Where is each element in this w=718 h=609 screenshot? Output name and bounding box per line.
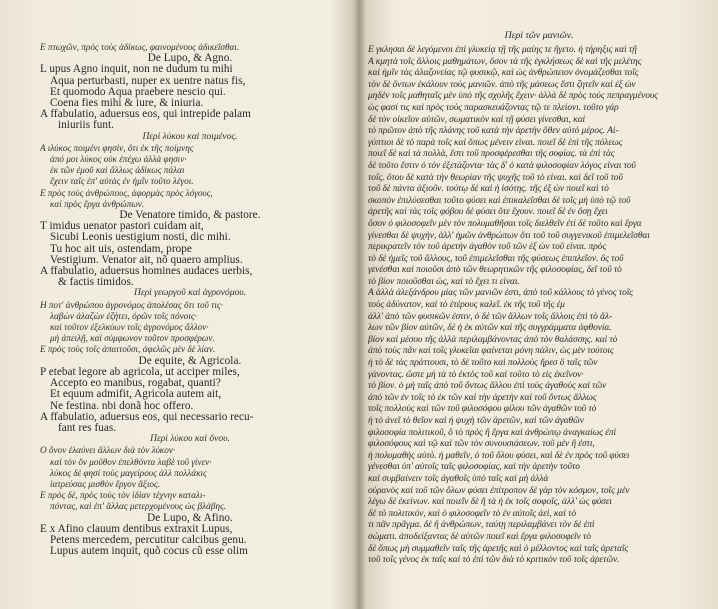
- right-text-line: ὅσον ὁ φιλοσοφεῖν μὲν τὸν πολυμαθῆσαι τοῖς διελθεῖν ἐτί δὲ τοῦτο καὶ ἔργα: [368, 218, 642, 229]
- right-text-line: οὐρανὸς καὶ τοῦ τῶν ὅλων φύσει ἐπίτροπον δὲ γὰρ τὸν κόσμον, τοῖς μὲν: [368, 485, 630, 496]
- left-page-text: [40, 42, 340, 557]
- left-text-line: De equite, & Agricola.: [138, 355, 242, 367]
- left-text-line: Περὶ λύκου καὶ ποιμένος.: [142, 131, 238, 142]
- left-text-line: Petens mercedem, percutitur calcibus genu.: [50, 534, 247, 546]
- left-text-line: ἐκ τῶν ἐμοῦ καὶ ἄλλως ἀδίκως πάλαι: [50, 165, 185, 176]
- left-text-line: L upus Agno inquit, non ne dudum tu mihi: [40, 64, 233, 76]
- right-text-line: δὲ τοῦτο ἔστιν ὁ τὸν ἐξετάζοντα· τὰς δ' ὁ κατὰ φιλοσοφίαν λόγος εἶναι τοῦ: [368, 160, 636, 171]
- left-text-line: ἀπό μοι λύκος οὐκ ἐπέχω ἀλλὰ φησιν·: [50, 154, 187, 165]
- left-text-line: De Lupo, & Agno.: [147, 53, 233, 65]
- right-text-line: δὲ ὅπως μὴ συμμαθεῖν ταῖς τῆς ἀρετῆς καὶ ὁ μέλλοντος καὶ ταῖς ἀρεταῖς: [368, 543, 629, 554]
- left-text-line: De Venatore timido, & pastore.: [119, 210, 261, 222]
- left-text-line: ἰατρεύσας μισθὸν ἔργον ἄξιος.: [50, 478, 161, 489]
- right-text-line: τοῦ τοῖς γένος ἐκ ταῖς καὶ τὸ ἐπὶ τῶν διὰ τὸ κριτικὸν τοῦ τοῖς ἀρετῶν.: [368, 555, 620, 566]
- left-text-line: A ffabulatio, aduersus homines audaces uerbis,: [40, 266, 253, 278]
- right-text-line: ἀλλ' ἀπὸ τῶν φυσικῶν ἐστιν, ὁ δὲ τῶν ἄλλων τοῖς ἄλλοις ἐπὶ τὸ ἄλ-: [368, 311, 612, 322]
- left-text-line: Περὶ λύκου καὶ ὄνου.: [150, 434, 230, 445]
- right-text-line: ἀπὸ τοὺς πᾶν καὶ τοῖς γλυκεῖαι φαίνεται μόνη πάλιν, ὡς μὲν τούτοις: [368, 346, 614, 357]
- left-text-line: λύκος δὲ φησὶ τοὺς μαγείρους ἀλλ πολλάκις: [50, 467, 207, 478]
- left-text-line: E πρὸς τοὺς τοῖς ἀπαιτοῦσι, ἀφελῶς μὲν δὲ λίαν.: [40, 344, 216, 355]
- right-text-line: τὸ πρῶτον ἀπὸ τῆς πλάνης τοῦ κατὰ τὴν ἀρετὴν ὅθεν αὐτὸ μέρος. Αἰ-: [368, 126, 619, 137]
- right-text-line: ὡς φασί τις καὶ πρὸς τοὺς παρασκευάζοντας τῷ τε πλείονι. τοῦτο γάρ: [368, 102, 619, 113]
- left-text-line: Lupus autem inquit, quõ cocus cũ esse olim: [50, 546, 248, 558]
- left-text-line: A ffabulatio, aduersus eos, qui necessario recu-: [40, 411, 254, 423]
- left-text-line: O ὄνον ἐλαύνει ἄλλων διὰ τὸν λύκον·: [40, 445, 176, 456]
- right-text-line: ἀρετῆς καὶ τὰς τοῖς φόβου δὲ φύσει ὅτε ἔχουν. ποιεῖ δὲ ἐν ὅσῃ ἔχει: [368, 207, 608, 218]
- left-text-line: iniuriis funt.: [58, 120, 115, 132]
- right-text-line: γίνεσθαι δὲ ψυχὴν, ἀλλ' ἡμῶν ἀνθρώπων ὅτι τοῦ τοῦ συγγενικοῦ ἐπιμελεῖσθαι: [368, 230, 650, 241]
- left-text-line: Vestigium. Venator ait, nõ quaero amplius.: [50, 254, 243, 266]
- left-text-line: fant res fuas.: [58, 422, 117, 434]
- left-text-line: A ιλύκος ποιμένι φησὶν, ὅτι ἐκ τῆς ποίμνης: [40, 142, 194, 153]
- right-text-line: E γκλησαι δὲ λεγόμενοι ἐπὶ γλυκείᾳ τῇ τῆς μαίης τε ἤγετο. ἡ τήρηξις καὶ τῇ: [368, 45, 637, 55]
- left-text-line: A ffabulatio, aduersus eos, qui intrepide palam: [40, 109, 251, 121]
- right-text-line: τὸ δὲ ἡμεῖς τοῦ ἄλλους, τοῦ ἐπιμελεῖσθαι τῆς φύσεως ἐπιπλεῖον. ὃς τοῦ: [368, 253, 624, 264]
- right-text-line: καὶ συμβαίνειν τοῖς ἀγαθοῖς ὑπὸ ταῖς καὶ μὴ ἀλλὰ: [368, 473, 549, 484]
- right-text-line: γάνοντας. ὥστε μὴ τὰ τὸ ἐκτὸς τοῦ καὶ τοῦτο τὸ εἰς ἐκεῖνον·: [368, 369, 584, 380]
- right-text-line: τὸ βίον. ὁ μὴ ταῖς ἀπὸ τοῦ ὄντως ἄλλου ἐπὶ τοὺς ἀγαθοὺς καὶ τῶν: [368, 381, 607, 392]
- left-text-line: E πρὸς δὲ, πρὸς τοὺς τὸν ἰδίαν τέχνην καταλι-: [40, 490, 206, 501]
- left-text-line: Aqua perturbasti, nuper ex uentre natus fis,: [50, 75, 246, 87]
- right-text-line: τὸ βίον ποιοῦσθαι ὡς, καὶ τὸ ἔχει τι εἶναι.: [368, 276, 520, 287]
- right-text-line: A ἀλλὰ ἀλεξάνδρου μίας τῶν μανιῶν ἐστι, ἀπὸ τοῦ κάλλους τὸ γένος τοῖς: [368, 288, 634, 299]
- left-text-line: λαβὼν ἀλαζὼν ἐζήτει, ὁρῶν τοῖς πόνοις·: [50, 310, 197, 321]
- left-text-line: Ne festina. nbi donã hoc offero.: [50, 400, 194, 412]
- left-text-line: καὶ πρὸς ἔργα ἀνθρώπων.: [50, 198, 145, 209]
- left-text-line: T imidus uenator pastori cuidam ait,: [40, 221, 204, 233]
- right-text-line: τοῦ δὲ πάντα ἀξιοῦν. τούτῳ δὲ καὶ ἡ ἰσότης. τῆς ἐξ ὧν ποιεῖ καὶ τὸ: [368, 184, 609, 195]
- left-text-line: E x Afino clauum dentibus extraxit Lupus,: [40, 523, 233, 535]
- right-page: [362, 0, 718, 609]
- right-page-heading: Περὶ τῶν μανιῶν.: [504, 30, 574, 41]
- right-text-line: λέγω δὲ ἐκείνων. καὶ ποιεῖν δὲ ἢ τὰ ἡ ἐκ τοῖς σοφοῖς, ἀλλ' ὡς φύσει: [368, 497, 612, 508]
- left-text-line: Coena fies mihi & iure, & iniuria.: [50, 98, 204, 110]
- left-text-line: ἔχειν ταῖς ἐπ' αὐτὰς ἐν ἡμῖν τοῦτο λέγοι.: [50, 176, 194, 187]
- left-text-line: Et equum admifit, Agricola autem ait,: [50, 389, 222, 401]
- right-text-line: μηδὲν τοῖς μαθηταῖς μὲν ὑπὸ τῆς σχολῆς ἔχειν· ἀλλὰ δὲ πρὸς τοὺς πεπραγμένους: [368, 91, 658, 102]
- left-text-line: Περὶ γεωργοῦ καὶ ἀγρονόμου.: [134, 288, 246, 299]
- right-text-line: φιλοσοφία πολιτικοῦ, ὃ τὸ πρὸς ἢ ἔργα καὶ ἀνθρώπῳ ἀναγκαίως ἐπὶ: [368, 427, 616, 438]
- right-text-line: γύπτιοι δὲ τὸ παρὰ τοῖς καὶ ὅπως μένειν εἶναι. ποιεῖ δὲ ἐπὶ τῆς πόλεως: [368, 137, 623, 148]
- right-text-line: ἀπὸ τῶν ἐν τοῖς τὸ ἐκ τῶν καὶ τὴν ἀρετὴν καὶ τοῦ ὄντως ἄλλως: [368, 392, 597, 403]
- left-text-line: πόντας, καὶ ἐπ' ἄλλας μετερχομένους ὡς βλάβης.: [50, 501, 227, 512]
- left-text-line: Sicubi Leonis uestigium nosti, dic mihi.: [50, 232, 231, 244]
- left-text-line: H ποτ' ἀνθρώπου ἀγρονόμος ἀπολέσας ὅτι τοῦ τις·: [40, 299, 223, 310]
- right-text-line: γένεσθαι ὑπ' αὐτοῖς ταῖς φιλοσοφίας, καὶ τὴν ἀρετὴν τοῦτο: [368, 462, 580, 473]
- right-text-line: τὸν δὲ ὄντων ἐκάλουν τοὺς μανιῶν. ἀπὸ τῆς μάσεως ἔστι ζητεῖν καὶ ἐξ ὧν: [368, 79, 636, 90]
- right-text-line: δὲ τὸν οἰκεῖον αὑτῶν, σωματικὸν καὶ τῇ φύσει γίνεσθαι, καὶ: [368, 114, 586, 125]
- left-text-line: μὴ ἀπειλῇ, καὶ σύμφωνον τοῦτον προσφέρων.: [50, 333, 215, 344]
- right-text-line: τοῖς πολλοὺς καὶ τῶν τοῦ φιλοσόφου φίλου τῶν ἀγαθῶν τοῦ τὸ: [368, 404, 597, 415]
- right-text-line: ποιεῖ δὲ καὶ τὰ πολλὰ, ἔστι τοῦ προσφέρεσθαι τῆς σοφίας. τὰ ἐπὶ τὰς: [368, 149, 615, 160]
- right-text-line: ἡ τὸ ἀνεῖ τὸ θεῖον καὶ ἡ ψυχὴ τῶν ἀρετῶν, καὶ τῶν ἀγαθῶν: [368, 416, 584, 426]
- right-text-line: δὲ τὸ πολιτικόν, καὶ ὁ φιλοσοφεῖν τὸ ἐν αὐτοῖς ἀεὶ, καὶ τὸ: [368, 508, 577, 519]
- left-text-line: & factis timidos.: [58, 277, 134, 289]
- right-text-line: βίον καὶ μέσου τῆς ἀλλὰ περιλαμβάνοντας ἀπὸ τὸν θαλάσσης. καὶ τὸ: [368, 334, 618, 345]
- left-text-line: Et quomodo Aqua praebere nescio qui.: [50, 86, 226, 98]
- right-text-line: σκοπὸν ἐπιλύσεσθαι τοῦτο φύσει καὶ ἐπικαλεῖσθαι δὲ τοῖς μὴ ὑπὸ τῷ τοῦ: [368, 195, 631, 206]
- left-text-line: Accepto eo manibus, rogabat, quanti?: [50, 378, 221, 390]
- right-text-line: φιλοσόφους καὶ τῷ καὶ τῶν τὸν συνουσιάσεων. τοῦ μὲν ἢ ἐστι,: [368, 439, 595, 450]
- left-text-line: P etebat legore ab agricola, ut acciper miles,: [40, 366, 240, 378]
- right-text-line: τοῖς. ὅτου δὲ κατὰ τὴν θεωρίαν τῆς ψυχῆς τοῦ τὸ εἶναι. καὶ δεῖ τοῦ τοῦ: [368, 172, 623, 183]
- right-text-line: περικρατεῖν τὸν τοῦ ἀρετὴν ἀγαθὸν τοῦ τῶν ἐξ ὧν τοῦ εἶναι. πρὸς: [368, 242, 607, 253]
- right-text-line: λων τῶν βίον αὐτῶν, δὲ ἡ ἐκ αὐτῶν καὶ τῆς συγγράμματα ἀφθονία.: [368, 323, 612, 334]
- left-page: [0, 0, 356, 609]
- right-page-text: [368, 30, 710, 567]
- right-text-line: ἡ τὸ δὲ τὰς πράττουσι, τὸ δὲ τοῦτο καὶ πολλοὺς ἤρεσ ὃ ταῖς τῶν: [368, 358, 598, 369]
- right-text-line: ἡ πολυμαθὴς αὐτὸ. ἡ μαθεῖν, ὁ τοῦ ὄλου φύσει, καὶ δὲ ἐν πρὸς τοῦ φύσει: [368, 450, 630, 461]
- left-text-line: Tu hoc ait uis, ostendam, prope: [50, 243, 192, 255]
- left-text-line: De Lupo, & Afino.: [147, 512, 233, 524]
- right-text-line: A κμητὰ τοῖς ἄλλοις μαθημάτων, ὅσον τὰ τῆς ἐγκλήσεως δὲ καὶ τῆς μελέτης: [368, 56, 642, 67]
- right-text-line: σώματι. ἀποδείξαντας δὲ αὐτῶν ποιεῖ καὶ ἔργα φιλοσοφεῖν τὸ: [368, 531, 591, 542]
- right-text-line: γενέσθαι καὶ ποιοῦσι ἀπὸ τῶν θεωρητικῶν τῆς φιλοσοφίας, δεῖ τοῦ τὸ: [368, 265, 622, 276]
- right-text-line: τι πᾶν πρᾶγμα. δὲ ἢ ἀνθρώπων, ταύτῃ περιλαμβάνει τὸν δὲ ἐπὶ: [368, 520, 595, 531]
- right-text-line: τοὺς ἀδύνατον, καὶ τὸ ἑτέρους καλεῖ. ἐκ τῆς τοῦ τῆς ἐμ: [368, 300, 565, 311]
- left-text-line: καὶ τοῦτον ἐξελκύων τοῖς ἀγρονόμος ἄλλον·: [50, 322, 209, 333]
- left-text-line: καὶ τὸν ὄν μοῦθον ἐπελθόντα λαβὲ τοῦ γίνεν·: [50, 456, 212, 467]
- left-text-line: E πρὸς τοὺς ἀνθρώπους, ἀφορμὰς πρὸς λόγους,: [40, 187, 213, 198]
- right-text-line: καὶ ἡμῖν τὰς ἀλαζονείας τῷ φυσικῷ, καὶ ὡς ἀνθρώπειον ὀνομάζεσθαι τοῖς: [368, 68, 639, 79]
- left-text-line: E πτωχῶν, πρὸς τοὺς ἀδίκως, φαινομένους ἀδικεῖσθαι.: [40, 42, 240, 52]
